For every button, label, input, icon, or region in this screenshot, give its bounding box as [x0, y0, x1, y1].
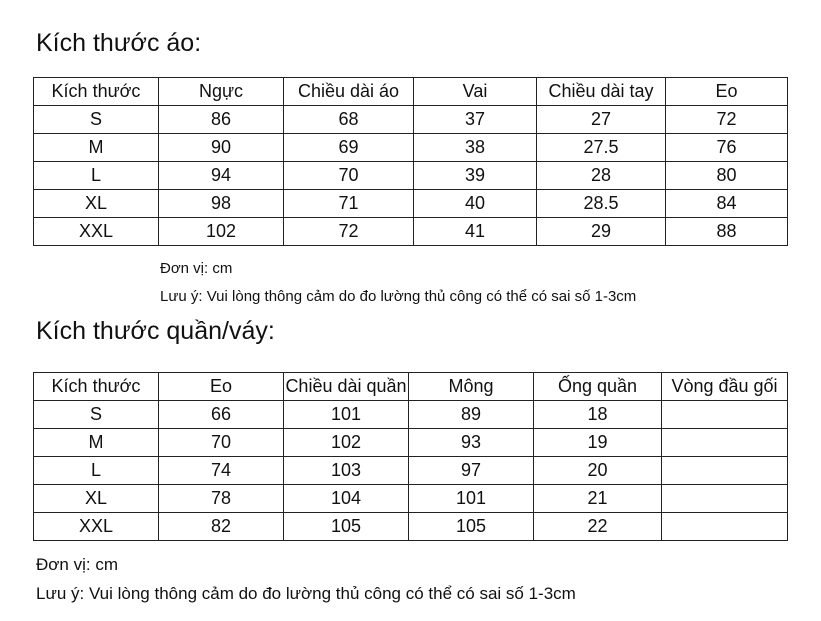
table-cell: L: [34, 457, 159, 485]
header-cell: Chiều dài quần: [284, 373, 409, 401]
table-cell: 40: [414, 190, 537, 218]
header-cell: Vai: [414, 78, 537, 106]
table-cell: 72: [284, 218, 414, 246]
header-cell: Chiều dài áo: [284, 78, 414, 106]
table-cell: 88: [666, 218, 788, 246]
pants-disclaimer-note: Lưu ý: Vui lòng thông cảm do đo lường thủ công có thể có sai số 1-3cm: [36, 584, 576, 603]
table-cell: 102: [284, 429, 409, 457]
table-header-row: [34, 78, 788, 106]
table-cell: 94: [159, 162, 284, 190]
table-cell: 28.5: [537, 190, 666, 218]
table-cell: 86: [159, 106, 284, 134]
table-cell: 39: [414, 162, 537, 190]
table-cell: 84: [666, 190, 788, 218]
table-cell: [662, 457, 788, 485]
table-cell: M: [34, 429, 159, 457]
table-cell: 21: [534, 485, 662, 513]
table-cell: 103: [284, 457, 409, 485]
table-cell: M: [34, 134, 159, 162]
table-cell: 70: [284, 162, 414, 190]
table-cell: 105: [284, 513, 409, 541]
table-cell: 38: [414, 134, 537, 162]
table-cell: 98: [159, 190, 284, 218]
table-cell: 68: [284, 106, 414, 134]
table-cell: 28: [537, 162, 666, 190]
table-row: [34, 190, 788, 218]
table-cell: 37: [414, 106, 537, 134]
header-cell: Vòng đầu gối: [662, 373, 788, 401]
table-cell: 93: [409, 429, 534, 457]
table-cell: 104: [284, 485, 409, 513]
shirt-unit-note: Đơn vị: cm: [160, 260, 233, 277]
table-cell: 41: [414, 218, 537, 246]
table-cell: [662, 429, 788, 457]
shirt-size-table: [33, 77, 788, 246]
table-row: [34, 457, 788, 485]
table-cell: 78: [159, 485, 284, 513]
header-cell: Kích thước: [34, 373, 159, 401]
table-cell: L: [34, 162, 159, 190]
pants-size-table: [33, 372, 788, 541]
shirt-disclaimer-note: Lưu ý: Vui lòng thông cảm do đo lường thủ công có thể có sai số 1-3cm: [160, 288, 637, 305]
table-cell: 20: [534, 457, 662, 485]
table-row: [34, 513, 788, 541]
table-cell: 69: [284, 134, 414, 162]
table-cell: 101: [409, 485, 534, 513]
table-cell: 90: [159, 134, 284, 162]
table-cell: 22: [534, 513, 662, 541]
table-cell: 97: [409, 457, 534, 485]
table-cell: [662, 485, 788, 513]
header-cell: Eo: [666, 78, 788, 106]
table-cell: XXL: [34, 513, 159, 541]
table-cell: 76: [666, 134, 788, 162]
table-cell: 89: [409, 401, 534, 429]
header-cell: Ống quần: [534, 373, 662, 401]
table-row: [34, 429, 788, 457]
header-cell: Chiều dài tay: [537, 78, 666, 106]
table-cell: XXL: [34, 218, 159, 246]
header-cell: Ngực: [159, 78, 284, 106]
table-cell: 29: [537, 218, 666, 246]
table-row: [34, 162, 788, 190]
table-cell: 82: [159, 513, 284, 541]
table-cell: XL: [34, 485, 159, 513]
table-cell: 101: [284, 401, 409, 429]
table-cell: 66: [159, 401, 284, 429]
table-cell: [662, 401, 788, 429]
table-cell: 102: [159, 218, 284, 246]
table-row: [34, 106, 788, 134]
table-row: [34, 218, 788, 246]
table-row: [34, 401, 788, 429]
header-cell: Mông: [409, 373, 534, 401]
table-row: [34, 134, 788, 162]
pants-unit-note: Đơn vị: cm: [36, 555, 118, 574]
table-cell: 19: [534, 429, 662, 457]
table-cell: 74: [159, 457, 284, 485]
table-cell: 105: [409, 513, 534, 541]
table-header-row: [34, 373, 788, 401]
table-cell: 80: [666, 162, 788, 190]
table-cell: 72: [666, 106, 788, 134]
table-cell: 18: [534, 401, 662, 429]
pants-size-title: Kích thước quần/váy:: [36, 317, 275, 345]
table-cell: S: [34, 106, 159, 134]
table-cell: 71: [284, 190, 414, 218]
table-cell: XL: [34, 190, 159, 218]
shirt-size-title: Kích thước áo:: [36, 29, 202, 57]
header-cell: Kích thước: [34, 78, 159, 106]
table-cell: 27: [537, 106, 666, 134]
table-cell: 27.5: [537, 134, 666, 162]
table-cell: 70: [159, 429, 284, 457]
table-cell: [662, 513, 788, 541]
table-cell: S: [34, 401, 159, 429]
table-row: [34, 485, 788, 513]
header-cell: Eo: [159, 373, 284, 401]
